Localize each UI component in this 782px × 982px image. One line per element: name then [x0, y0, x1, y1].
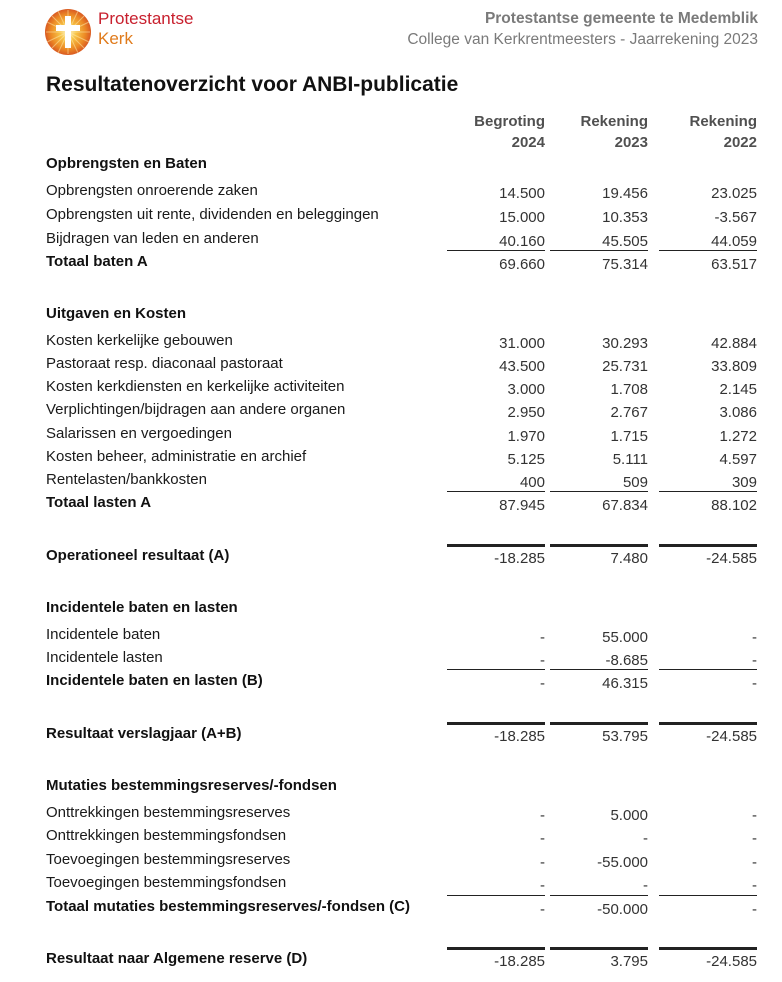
row-value: 40.160: [499, 233, 545, 250]
row-value: 14.500: [499, 185, 545, 202]
row-label: Uitgaven en Kosten: [46, 305, 187, 322]
organization-header: [407, 8, 758, 50]
row-value: 509: [622, 474, 648, 491]
result-rule: [659, 544, 757, 547]
row-value: -: [752, 629, 757, 646]
row-value: -24.585: [706, 550, 757, 567]
subtotal-rule: [447, 895, 545, 896]
row-value: 67.834: [602, 497, 648, 514]
row-value: 5.125: [507, 451, 545, 468]
table-row: [0, 446, 782, 468]
row-label: Totaal lasten A: [46, 494, 152, 511]
row-value: 1.708: [610, 381, 648, 398]
row-value: -24.585: [706, 728, 757, 745]
row-value: 53.795: [602, 728, 648, 745]
table-row: [0, 872, 782, 894]
row-value: -18.285: [494, 550, 545, 567]
row-value: 33.809: [711, 358, 757, 375]
table-row: [0, 423, 782, 445]
column-header-rekening-2022: [689, 111, 757, 153]
subtotal-rule: [447, 250, 545, 251]
row-value: -: [752, 652, 757, 669]
table-row: [0, 376, 782, 398]
row-value: -: [752, 901, 757, 918]
row-value: 7.480: [610, 550, 648, 567]
row-label: Resultaat verslagjaar (A+B): [46, 725, 242, 742]
row-value: -: [540, 675, 545, 692]
section-header: [0, 153, 782, 175]
subtotal-rule: [659, 895, 757, 896]
row-value: 1.272: [719, 428, 757, 445]
result-rule: [447, 947, 545, 950]
row-label: Opbrengsten onroerende zaken: [46, 182, 258, 199]
brand-line-1: Protestantse: [98, 9, 194, 28]
row-value: -: [752, 830, 757, 847]
result-rule: [447, 722, 545, 725]
row-label: Kosten kerkelijke gebouwen: [46, 332, 233, 349]
subtotal-rule: [659, 250, 757, 251]
row-value: 3.086: [719, 404, 757, 421]
column-header-label: Begroting: [474, 113, 545, 130]
document-subtitle: College van Kerkrentmeesters - Jaarrekening 2023: [407, 31, 758, 48]
row-value: -8.685: [605, 652, 648, 669]
row-value: 5.111: [612, 451, 648, 468]
row-value: -: [540, 629, 545, 646]
row-label: Kosten kerkdiensten en kerkelijke activiteiten: [46, 378, 345, 395]
row-value: 25.731: [602, 358, 648, 375]
row-value: 1.715: [610, 428, 648, 445]
table-row: [0, 802, 782, 824]
column-header-label: Rekening: [580, 113, 648, 130]
row-label: Toevoegingen bestemmingsfondsen: [46, 874, 287, 891]
section-header: [0, 597, 782, 619]
subtotal-rule: [550, 491, 648, 492]
table-row: [0, 469, 782, 491]
row-label: Verplichtingen/bijdragen aan andere organen: [46, 401, 346, 418]
row-value: 43.500: [499, 358, 545, 375]
total-row: [0, 492, 782, 514]
row-label: Opbrengsten en Baten: [46, 155, 207, 172]
row-label: Bijdragen van leden en anderen: [46, 230, 259, 247]
subtotal-rule: [550, 250, 648, 251]
row-value: 19.456: [602, 185, 648, 202]
row-label: Mutaties bestemmingsreserves/-fondsen: [46, 777, 337, 794]
result-rule: [447, 544, 545, 547]
row-value: 309: [731, 474, 757, 491]
table-row: [0, 647, 782, 669]
row-value: 44.059: [711, 233, 757, 250]
subtotal-rule: [550, 895, 648, 896]
row-value: 2.145: [719, 381, 757, 398]
total-row: [0, 896, 782, 918]
row-value: 1.970: [507, 428, 545, 445]
column-header-begroting-2024: [474, 111, 545, 153]
row-value: -: [643, 830, 648, 847]
organization-name: Protestantse gemeente te Medemblik: [484, 10, 758, 27]
row-value: -: [752, 807, 757, 824]
total-row: [0, 251, 782, 273]
subtotal-rule: [447, 669, 545, 670]
table-row: [0, 330, 782, 352]
subtotal-rule: [659, 669, 757, 670]
table-row: [0, 353, 782, 375]
result-rule: [659, 947, 757, 950]
subtotal-rule: [659, 491, 757, 492]
total-row: [0, 723, 782, 745]
row-value: 55.000: [602, 629, 648, 646]
row-value: 2.950: [507, 404, 545, 421]
row-value: -18.285: [494, 953, 545, 970]
row-label: Kosten beheer, administratie en archief: [46, 448, 307, 465]
section-header: [0, 775, 782, 797]
brand-name: [98, 9, 193, 49]
total-row: [0, 545, 782, 567]
row-value: 5.000: [610, 807, 648, 824]
section-header: [0, 303, 782, 325]
row-value: -: [752, 877, 757, 894]
row-value: -: [540, 652, 545, 669]
protestantse-kerk-logo-icon: [44, 8, 92, 56]
row-label: Totaal mutaties bestemmingsreserves/-fondsen (C): [46, 898, 410, 915]
total-row: [0, 670, 782, 692]
row-value: 3.795: [610, 953, 648, 970]
column-header-rekening-2023: [580, 111, 648, 153]
row-value: -3.567: [714, 209, 757, 226]
row-value: 4.597: [719, 451, 757, 468]
row-value: -: [540, 807, 545, 824]
row-value: 31.000: [499, 335, 545, 352]
row-label: Incidentele baten en lasten: [46, 599, 238, 616]
result-rule: [550, 544, 648, 547]
column-header-year: 2024: [511, 134, 545, 151]
total-row: [0, 948, 782, 970]
row-value: -18.285: [494, 728, 545, 745]
row-label: Salarissen en vergoedingen: [46, 425, 232, 442]
row-value: 30.293: [602, 335, 648, 352]
row-value: -: [752, 675, 757, 692]
row-label: Incidentele baten en lasten (B): [46, 672, 263, 689]
table-row: [0, 180, 782, 202]
row-label: Opbrengsten uit rente, dividenden en beleggingen: [46, 206, 379, 223]
result-rule: [659, 722, 757, 725]
row-label: Operationeel resultaat (A): [46, 547, 230, 564]
row-label: Onttrekkingen bestemmingsfondsen: [46, 827, 287, 844]
row-value: 45.505: [602, 233, 648, 250]
result-rule: [550, 947, 648, 950]
row-value: -: [643, 877, 648, 894]
row-value: -: [752, 854, 757, 871]
column-header-label: Rekening: [689, 113, 757, 130]
row-value: 75.314: [602, 256, 648, 273]
row-label: Rentelasten/bankkosten: [46, 471, 207, 488]
row-value: -: [540, 901, 545, 918]
row-label: Totaal baten A: [46, 253, 148, 270]
column-header-year: 2022: [723, 134, 757, 151]
subtotal-rule: [447, 491, 545, 492]
row-label: Incidentele baten: [46, 626, 161, 643]
row-value: 87.945: [499, 497, 545, 514]
row-value: -: [540, 854, 545, 871]
table-row: [0, 399, 782, 421]
table-row: [0, 624, 782, 646]
result-rule: [550, 722, 648, 725]
row-label: Toevoegingen bestemmingsreserves: [46, 851, 291, 868]
row-label: Resultaat naar Algemene reserve (D): [46, 950, 308, 967]
row-value: 23.025: [711, 185, 757, 202]
row-value: 400: [519, 474, 545, 491]
row-value: 2.767: [610, 404, 648, 421]
row-value: -24.585: [706, 953, 757, 970]
row-value: 10.353: [602, 209, 648, 226]
table-row: [0, 825, 782, 847]
row-value: -: [540, 830, 545, 847]
row-value: 63.517: [711, 256, 757, 273]
row-label: Onttrekkingen bestemmingsreserves: [46, 804, 291, 821]
row-value: 15.000: [499, 209, 545, 226]
table-row: [0, 228, 782, 250]
brand-line-2: Kerk: [98, 29, 133, 48]
subtotal-rule: [550, 669, 648, 670]
row-value: 69.660: [499, 256, 545, 273]
row-value: -50.000: [597, 901, 648, 918]
row-value: 88.102: [711, 497, 757, 514]
row-value: 3.000: [507, 381, 545, 398]
column-header-year: 2023: [614, 134, 648, 151]
row-label: Pastoraat resp. diaconaal pastoraat: [46, 355, 283, 372]
row-value: 42.884: [711, 335, 757, 352]
table-row: [0, 849, 782, 871]
row-value: -: [540, 877, 545, 894]
table-row: [0, 204, 782, 226]
page-title: Resultatenoverzicht voor ANBI-publicatie: [46, 73, 459, 96]
row-value: 46.315: [602, 675, 648, 692]
row-value: -55.000: [597, 854, 648, 871]
row-label: Incidentele lasten: [46, 649, 163, 666]
